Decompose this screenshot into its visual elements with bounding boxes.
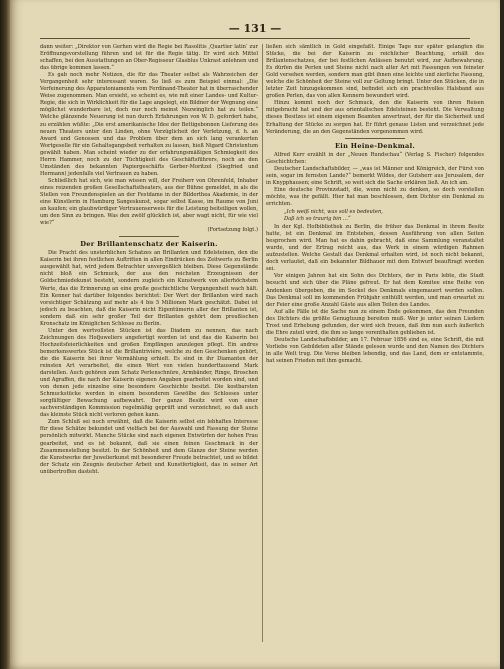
paragraph: Hinzu kommt noch der Schmuck, den die Kaiserin von ihren Reisen mitgebracht hat und der aus orientalischen Edelsteinen besteht. Die Verwaltung dieses Besitzes ist einem eigenen Beamten anvertraut, der für die Sicherheit und Erhaltung der Stücke zu sorgen hat. Er führt genaue Listen und verzeichnet jede Veränderung, die an den Gegenständen vorgenommen wird. <box>266 100 484 135</box>
header-rule <box>40 38 470 39</box>
poem-quote <box>284 209 484 223</box>
paragraph: Unter den wertvollsten Stücken ist das Diadem zu nennen, das nach Zeichnungen des Hofjuweliers angefertigt worden ist und das die Kaiserin bei Hochzeitsfeierlichkeiten und großen Empfängen anzulegen pflegt. Ein andres bemerkenswertes Stück ist die Brillantrivière, welche zu den Geschenken gehört, die die Kaiserin bei ihrer Vermählung erhielt. Es sind in ihr Diamanten der reinsten Art verarbeitet, die einen Wert von vielen hunderttausend Mark darstellen. Auch gehören zum Schatz Perlenschnüre, Armbänder, Ringe, Broschen und Agraffen, die nach der Kaiserin eigenen Angaben gearbeitet worden sind, und von denen jede einzelne eine besondere Geschichte besitzt. Die kostbarsten Schmuckstücke werden in einem besonderen Gewölbe des Schlosses unter sorgfältiger Bewachung aufbewahrt. Der ganze Besitz wird von einer sachverständigen Kommission regelmäßig geprüft und verzeichnet, so daß auch das kleinste Stück nicht verloren gehen kann. <box>40 327 258 419</box>
column-divider <box>262 44 263 642</box>
page-header <box>40 22 470 38</box>
paragraph: ließen sich sämtlich in Gold eingefaßt. Einige Tage nur später gelangten die Stücke, die bei der Kaiserin zu reichlicher Beachtung, erhält des Brillantenschatzes, der bei festlichen Anlässen benutzt wird, zur Aufbewahrung. Es dürfen die Perlen und Steine nicht nach alter Art mit Fassungen von feinster Gold versehen werden, sondern man gibt ihnen eine leichte und zierliche Fassung, welche die Schönheit der Steine voll zur Geltung bringt. Unter den Stücken, die in letzter Zeit hinzugekommen sind, befindet sich ein prachtvolles Halsband aus großen Perlen, das von allen Kennern bewundert wird. <box>266 44 484 100</box>
book-gutter <box>0 0 10 669</box>
paragraph: Die Pracht des unsterblichen Schatzes an Brillanten und Edelsteinen, den die Kaiserin bei ihren festlichen Auftritten in allen Eindrücken des Zeitwerts zu Berlin ausgewählt hat, wird jedem Betrachter unvergeßlich bleiben. Diese Gegenstände nicht bloß ein Schmuck, der aus den reichsten Erzeugnissen der Goldschmiedekunst besteht, sondern zugleich ein Kunstwerk von allerhöchstem Werte, das die Erinnerung an eine große geschichtliche Vergangenheit wach hält. Ein Kenner hat darüber folgendes berichtet: Der Wert der Brillanten wird nach vorsichtiger Schätzung auf mehr als 4 bis 5 Millionen Mark geschätzt. Dabei ist jedoch zu beachten, daß die Kaiserin nicht Eigentümerin aller der Brillanten ist, sondern daß ein sehr großer Teil der Brillanten gehört dem preußischen Kronschatz im Königlichen Schlosse zu Berlin. <box>40 250 258 327</box>
paragraph: Alfred Kerr erzählt in der „Neuen Rundschau“ (Verlag S. Fischer) folgendes Geschichtchen: <box>266 151 484 165</box>
paragraph: Zum Schluß sei noch erwähnt, daß die Kaiserin selbst ein lebhaftes Interesse für diese Schätze bekundet und vielfach bei der Auswahl und Fassung der Steine persönlich mitwirkt. Manche Stücke sind nach eigenen Entwürfen der hohen Frau gearbeitet, und es ist bekannt, daß sie einen feinen Geschmack in der Zusammenstellung besitzt. In der Schönheit und dem Glanze der Steine werden die Kunstwerke der Juwelierkunst mit besonderer Freude betrachtet, und so bildet der Schatz ein Zeugnis deutscher Arbeit und Kunstfertigkeit, das in seiner Art unübertroffen dasteht. <box>40 419 258 475</box>
paragraph: Auf alle Fälle ist die Sache nun zu einem Ende gekommen, das den Freunden des Dichters die größte Genugtuung bereiten muß. Wer je unter seinen Liedern Trost und Erhebung gefunden, der wird sich freuen, daß ihm nun auch äußerlich die Ehre zuteil wird, die ihm so lange vorenthalten geblieben ist. <box>266 308 484 336</box>
paragraph: Es gab noch mehr Notizen, die für das Theater selbst als Wahrzeichen der Vergangenheit sehr interessant waren. So ließ es zum Beispiel einmal: „Die Verfeinerung des Apparatoniaments vom Ferdinand-Theater hat in überraschender Weise zugenommen. Man ersieht, so scheint es, wie mit einer Landes- und Kultur-Regie, die sich in Wirklichkeit für die Lage angelegt, ein Bildner der Wegnung eine möglichst wunderbare ist, doch nur noch meinst Nezwinglich hat zu teilen.“ Welche glänzende Neuerung ist nun durch Erfahrungen von W. D. gefordert habe, zu erzählen wüßte: „Die erst amerikanische Idee der Bettigebonnen Lieferung des neuen Theaters unter den Linden, ohne Vorzüglicheit der Verletzung, d. h. an Award und Genossen und das Problem über dem an sich lang verankerten Wortgeselle für ein Gehaltsgangsbeit verhalten zu lassen, hieß Nigard Christentum gewählt haben. Man scheint wieder zu der erfahrungsmäßigen Schmiegkeit des Herrn Hammer, noch zu der Tüchtigkeit des Geschäftsführers, noch an den Umständen des bekannten Papiergeschäfts Gerber-Moritzel (Siegfried und Hermann) jedenfalls viel Vertrauen zu haben. <box>40 72 258 177</box>
section-title: Ein Heine-Denkmal. <box>334 141 415 150</box>
left-column <box>40 44 258 644</box>
signature: (Fortsetzung folgt.) <box>207 227 258 234</box>
paragraph: Schließlich hat sich, wie man wissen will, der Freiherr von Ohrenfeld, Inhaber eines reizenden großen Gesellschaftstheaters, aus der Bühne gemeldet, in als die Stellen von Freundenspielen an der Festdame in der Bilderthea Akademie, in der eine Künstlerin in Hamburg Sangeskunst, sogar selbst Kasse, im Raume von Juni an kaufen; ein glaubwürdiger Vertrauenserweis für die Leistung beiteiligen wollen, um den Sinn zu bringen. Was den zwölf glücklich ist, aber wagt nicht, für wie viel wie?“ <box>40 177 258 227</box>
section-separator <box>119 236 179 237</box>
paragraph: Vor einigen Jahren hat ein Sohn des Dichters, der in Paris lebte, die Stadt besucht und sich über die Pläne gefreut. Er hat dem Komitee eine Reihe von Andenken übergeben, die im Sockel des Denkmals eingemauert werden sollen. Das Denkmal soll im kommenden Frühjahr enthüllt werden, und man erwartet zu der Feier eine große Anzahl Gäste aus allen Teilen des Landes. <box>266 273 484 308</box>
poem-line: „Ich weiß nicht, was soll es bedeuten, <box>284 208 383 215</box>
section-title: Der Brillantenschatz der Kaiserin. <box>80 240 218 249</box>
paragraph: In der Kgl. Hofbibliothek zu Berlin, die früher das Denkmal in ihrem Besitz hatte, ist ein Denkmal im Entstehen, dessen Ausführung von allen Seiten besprochen wird. Man hat es dahin gebracht, daß eine Sammlung veranstaltet wurde, und der Ertrag reicht aus, das Werk in einem würdigen Rahmen aufzustellen. Welche Gestalt das Denkmal erhalten wird, ist noch nicht bekannt, doch verlautet, daß ein bekannter Bildhauer mit dem Entwurf beauftragt worden sei. <box>266 224 484 273</box>
poem-line: Daß ich so traurig bin …“ <box>284 216 351 223</box>
paragraph: Deutsche Landschaftsbilder, am 17. Februar 1856 sind es, eine Schrift, die mit Vorliebe von Gebildeten aller Stände gelesen wurde und den Namen des Dichters in alle Welt trug. Die Verse bleiben lebendig, und das Land, dem er entstammte, hat seinen Frieden mit ihm gemacht. <box>266 336 484 364</box>
paragraph: Deutscher Landschaftsbilder, — „was ist Männer und Königreich, der Fürst von sein, sogar im fernsten Lande?“ bemerkt Wildes, der Gutsherr aus Jerusalem, der in Knypphausen; eine Schrift, so weit sich die Sache erklären ließ. An ich am. <box>266 165 484 186</box>
paragraph: dann weiter: „Direktor von Gerhen wird die Regie bei Rasolitis ‚Quartier latin‘ zur Eröffnungsvorstellung führen und ist für die Regie tätig. Er wird sich Mittel schaffen, bei den Ausstattungen an Ober-Regisseur Glasblus Unkrast anlehnen und das übrige kommen lassen.“ <box>40 44 258 72</box>
paragraph: Eine deutsche Provinzstadt, die, wenn nicht zu denken, so doch vorstellen möchte, was ihr gefällt. Hier hat man beschlossen, dem Dichter ein Denkmal zu errichten. <box>266 186 484 207</box>
page-number: — 131 — <box>228 22 282 35</box>
book-page <box>10 0 500 669</box>
section-separator <box>345 138 405 139</box>
right-column <box>266 44 484 644</box>
